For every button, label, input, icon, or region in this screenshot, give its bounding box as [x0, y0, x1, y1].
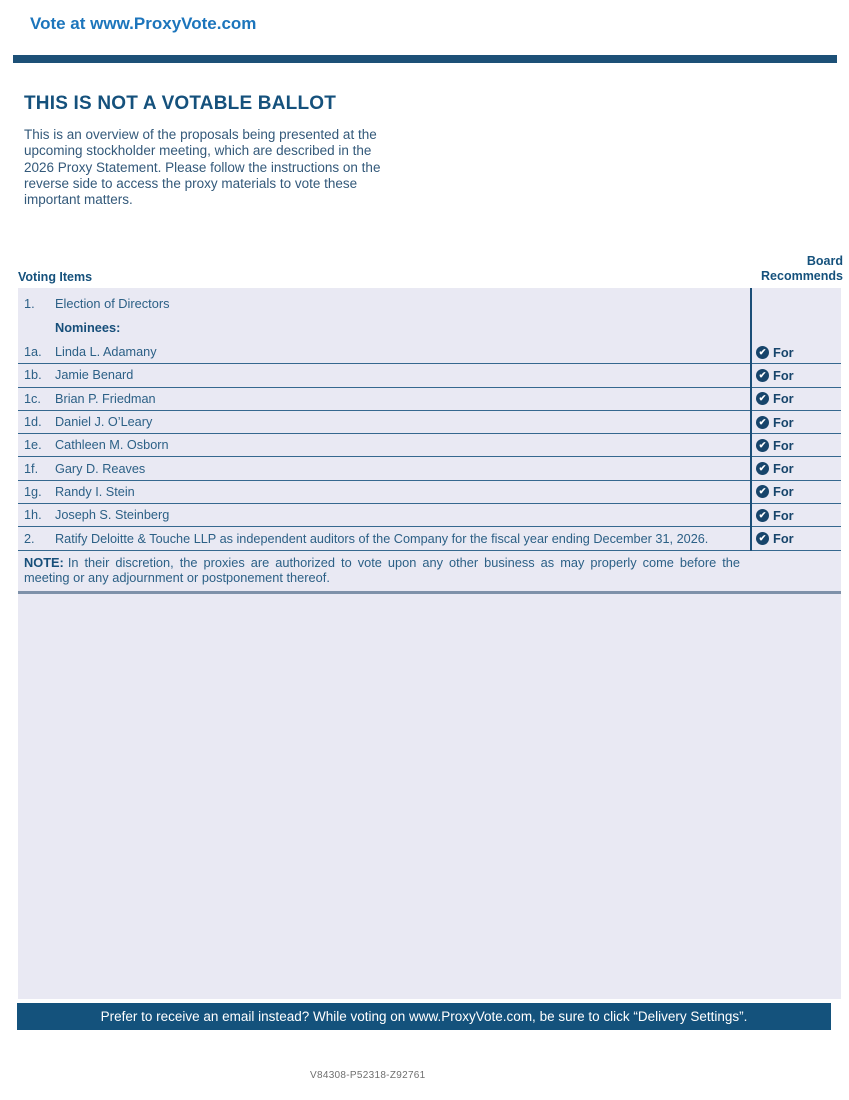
recommendation-cell	[732, 368, 794, 383]
check-circle-icon: ✔	[756, 346, 769, 359]
note-text: In their discretion, the proxies are authorized to vote upon any other business as may properly come before the meeting or any adjournment or postponement thereof.	[24, 554, 740, 585]
page-title: THIS IS NOT A VOTABLE BALLOT	[24, 93, 337, 114]
check-circle-icon: ✔	[756, 485, 769, 498]
recommendation-cell	[732, 345, 794, 360]
check-circle-icon: ✔	[756, 462, 769, 475]
for-label: For	[773, 414, 794, 430]
row-number: 1c.	[24, 391, 41, 406]
row-left	[18, 438, 732, 452]
for-label: For	[773, 531, 794, 547]
check-circle-icon: ✔	[756, 509, 769, 522]
email-preference-banner: Prefer to receive an email instead? While voting on www.ProxyVote.com, be sure to click “Delivery Settings”.	[17, 1003, 831, 1030]
nominee-name: Brian P. Friedman	[55, 391, 156, 406]
note-label: NOTE:	[24, 554, 64, 570]
table-row	[18, 527, 841, 550]
nominee-name: Jamie Benard	[55, 368, 134, 383]
for-label: For	[773, 344, 794, 360]
row-left	[18, 532, 732, 546]
recommendation-cell	[732, 415, 794, 430]
table-row	[18, 504, 841, 527]
board-recommends-line2: Recommends	[761, 268, 843, 283]
table-row	[18, 481, 841, 504]
table-row	[18, 434, 841, 457]
nominees-label: Nominees:	[55, 320, 121, 335]
vote-url-text: Vote at www.ProxyVote.com	[30, 14, 257, 33]
recommendation-cell	[732, 391, 794, 406]
recommendation-cell	[732, 508, 794, 523]
check-circle-icon: ✔	[756, 532, 769, 545]
board-recommends-line1: Board	[806, 254, 843, 268]
note-text-block	[24, 555, 740, 585]
nominee-name: Randy I. Stein	[55, 484, 135, 499]
row-number: 1d.	[24, 415, 42, 430]
recommendation-cell	[732, 438, 794, 453]
nominee-name: Gary D. Reaves	[55, 461, 146, 476]
table-row	[18, 457, 841, 480]
for-label: For	[773, 367, 794, 383]
recommendation-cell	[732, 461, 794, 476]
voting-items-header: Voting Items	[18, 270, 93, 284]
row-left	[18, 345, 732, 359]
intro-paragraph: This is an overview of the proposals being presented at the upcoming stockholder meeting, which are described in the 2026 Proxy Statement. Please follow the instructions on the reverse side to access the proxy materials to vote these important matters.	[24, 127, 381, 208]
group-label: Election of Directors	[55, 296, 170, 311]
table-row	[18, 411, 841, 434]
nominee-name: Linda L. Adamany	[55, 345, 157, 360]
nominee-name: Joseph S. Steinberg	[55, 508, 170, 523]
row-left	[18, 368, 732, 382]
note-row	[18, 551, 841, 594]
for-label: For	[773, 437, 794, 453]
board-recommends-header	[761, 254, 843, 283]
nominee-name: Daniel J. O’Leary	[55, 415, 153, 430]
row-number: 1h.	[24, 508, 42, 523]
header-rule	[13, 55, 837, 63]
for-label: For	[773, 484, 794, 500]
group-row-election	[18, 288, 841, 341]
nominee-name: Cathleen M. Osborn	[55, 438, 169, 453]
group-row-line2	[18, 320, 120, 335]
row-left	[18, 462, 732, 476]
row-number: 1g.	[24, 484, 42, 499]
proposal-text: Ratify Deloitte & Touche LLP as independent auditors of the Company for the fiscal year ending December 31, 2026.	[55, 531, 709, 546]
row-left	[18, 392, 732, 406]
row-number: 1f.	[24, 461, 39, 476]
voting-table	[18, 288, 841, 999]
check-circle-icon: ✔	[756, 416, 769, 429]
control-number: V84308-P52318-Z92761	[310, 1070, 426, 1081]
recommendation-cell	[732, 484, 794, 499]
row-left	[18, 485, 732, 499]
group-number: 1.	[24, 296, 35, 311]
row-number: 2.	[24, 531, 35, 546]
row-number: 1e.	[24, 438, 42, 453]
table-row	[18, 388, 841, 411]
check-circle-icon: ✔	[756, 439, 769, 452]
row-left	[18, 415, 732, 429]
table-row	[18, 364, 841, 387]
for-label: For	[773, 507, 794, 523]
for-label: For	[773, 461, 794, 477]
check-circle-icon: ✔	[756, 369, 769, 382]
group-row-line1	[18, 296, 170, 311]
table-row	[18, 341, 841, 364]
check-circle-icon: ✔	[756, 392, 769, 405]
row-left	[18, 508, 732, 522]
row-number: 1a.	[24, 345, 42, 360]
row-number: 1b.	[24, 368, 42, 383]
recommendation-cell	[732, 531, 794, 546]
for-label: For	[773, 391, 794, 407]
